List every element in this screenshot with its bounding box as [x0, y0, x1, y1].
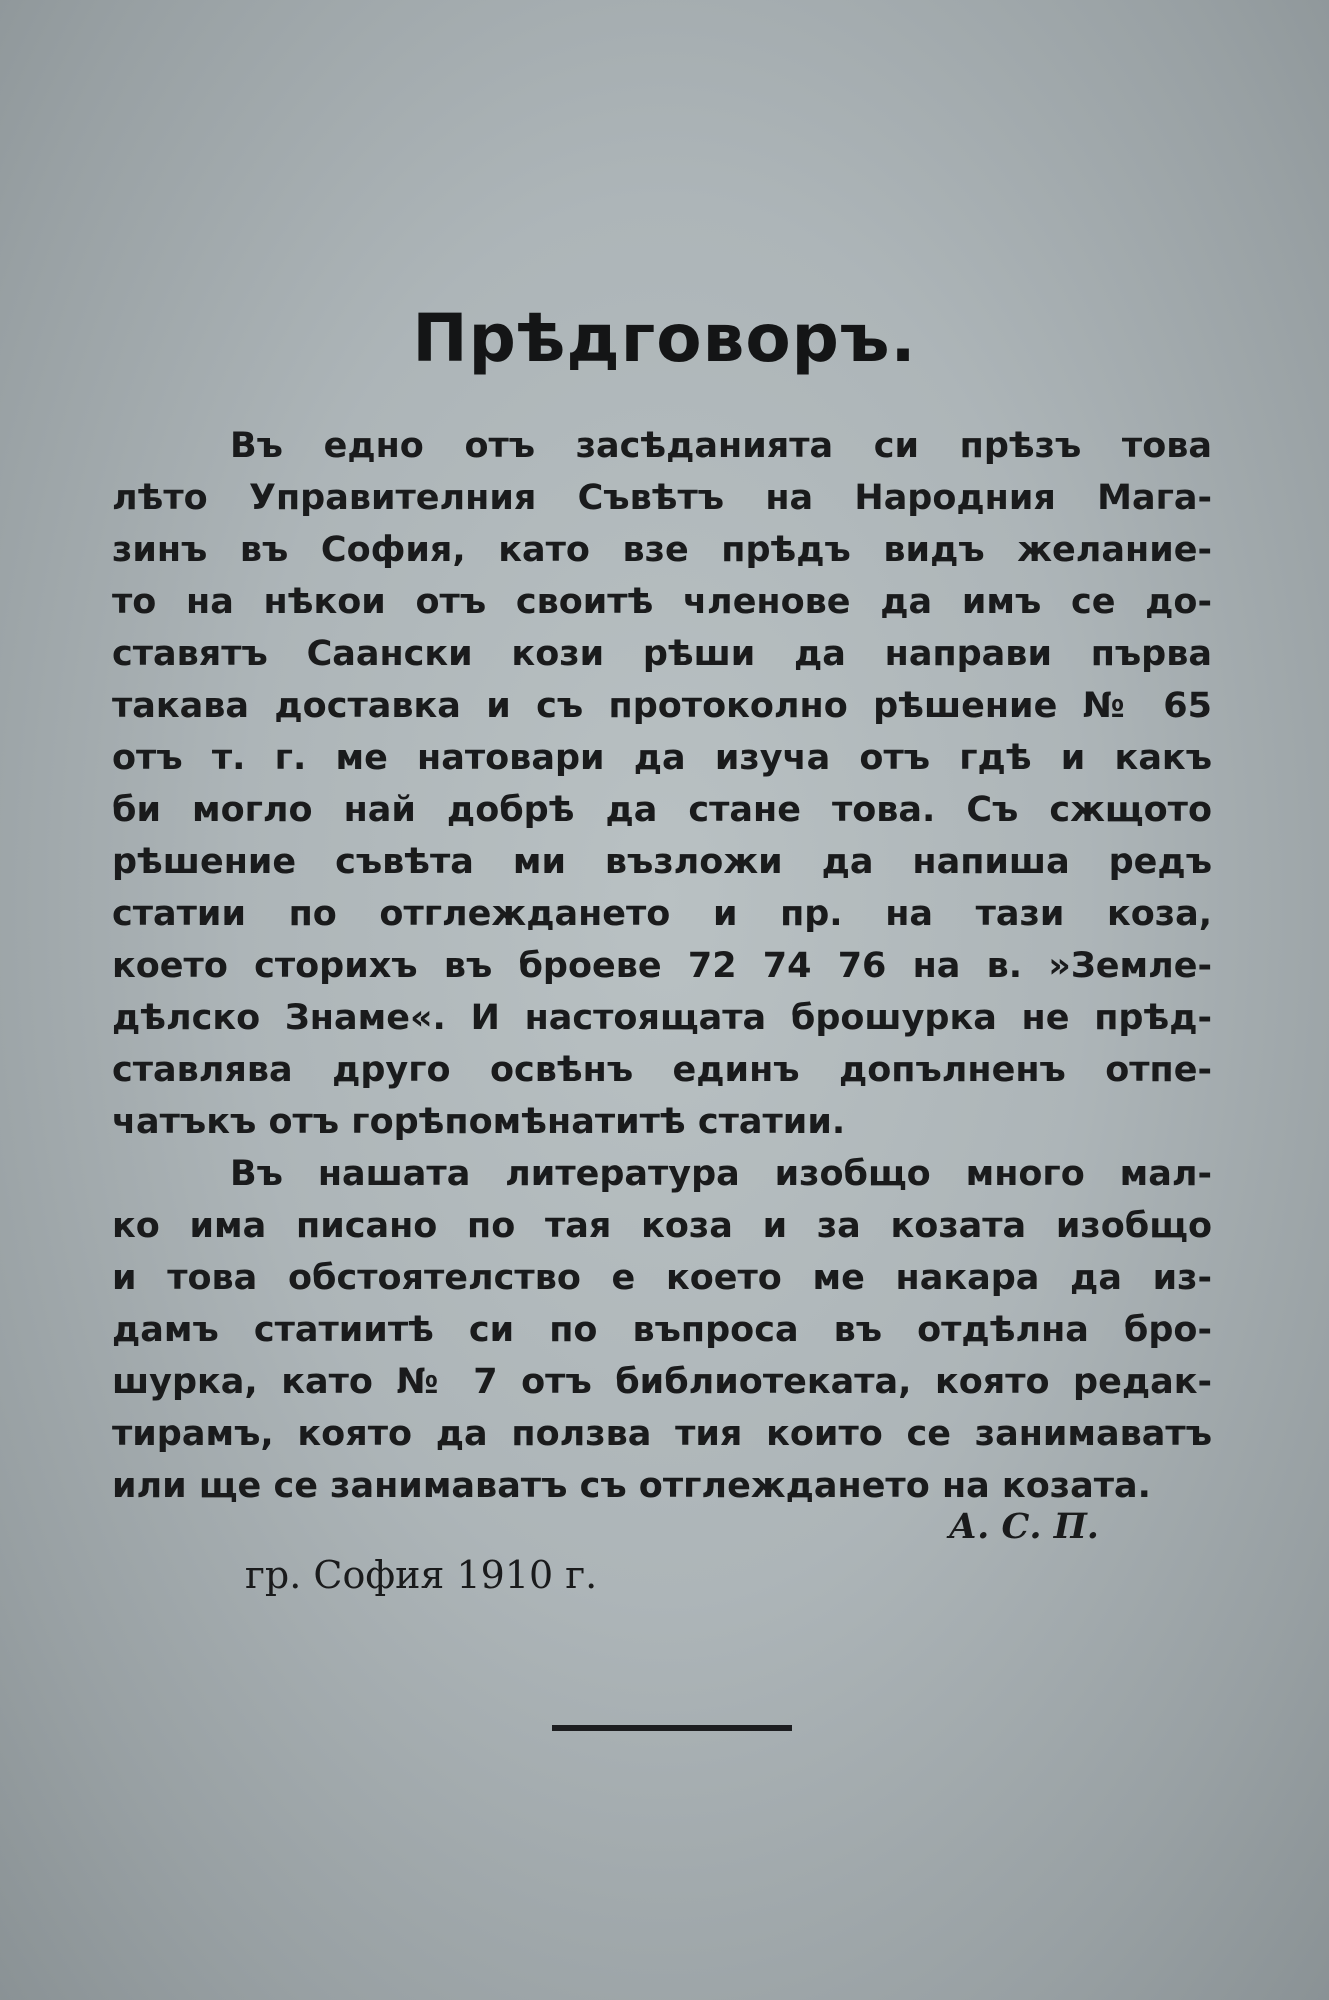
paragraph1-line: такава доставка и съ протоколно рѣшение № 65	[112, 686, 1212, 726]
paragraph1-line: би могло най добрѣ да стане това. Съ сжщото	[112, 790, 1212, 830]
preface-body	[112, 420, 1212, 1512]
paragraph1-line: чатъкъ отъ горѣпомѣнатитѣ статии.	[112, 1102, 846, 1142]
divider-rule	[552, 1725, 792, 1731]
paragraph2-line: Въ нашата литература изобщо много мал-	[230, 1154, 1212, 1194]
paragraph1-line: статии по отглеждането и пр. на тази коза,	[112, 894, 1212, 934]
paragraph2-line: ко има писано по тая коза и за козата изобщо	[112, 1206, 1212, 1246]
paragraph1-line: то на нѣкои отъ своитѣ членове да имъ се до-	[112, 582, 1212, 622]
paragraph1-line: ставятъ Саански кози рѣши да направи първа	[112, 634, 1212, 674]
paragraph1-line: рѣшение съвѣта ми възложи да напиша редъ	[112, 842, 1212, 882]
paragraph2-line: и това обстоятелство е което ме накара да из-	[112, 1258, 1212, 1298]
paragraph1-line: което сторихъ въ броеве 72 74 76 на в. »Земле-	[112, 946, 1212, 986]
author-signature: А. С. П.	[948, 1506, 1099, 1547]
paragraph2-line: или ще се занимаватъ съ отглеждането на козата.	[112, 1466, 1151, 1506]
paragraph1-line: лѣто Управителния Съвѣтъ на Народния Мага-	[112, 478, 1212, 518]
paragraph1-line: зинъ въ София, като взе прѣдъ видъ желание-	[112, 530, 1212, 570]
paragraph1-line: ставлява друго освѣнъ единъ допълненъ отпе-	[112, 1050, 1212, 1090]
paragraph1-line: дѣлско Знаме«. И настоящата брошурка не прѣд-	[112, 998, 1212, 1038]
paragraph1-line: отъ т. г. ме натовари да изуча отъ гдѣ и какъ	[112, 738, 1212, 778]
paragraph2-line: дамъ статиитѣ си по въпроса въ отдѣлна бро-	[112, 1310, 1212, 1350]
paragraph2-line: шурка, като № 7 отъ библиотеката, която редак-	[112, 1362, 1212, 1402]
place-date: гр. София 1910 г.	[245, 1553, 598, 1597]
paragraph2-line: тирамъ, която да ползва тия които се занимаватъ	[112, 1414, 1212, 1454]
page-title: Прѣдговоръ.	[412, 300, 917, 377]
paragraph1-line: Въ едно отъ засѣданията си прѣзъ това	[230, 426, 1212, 466]
